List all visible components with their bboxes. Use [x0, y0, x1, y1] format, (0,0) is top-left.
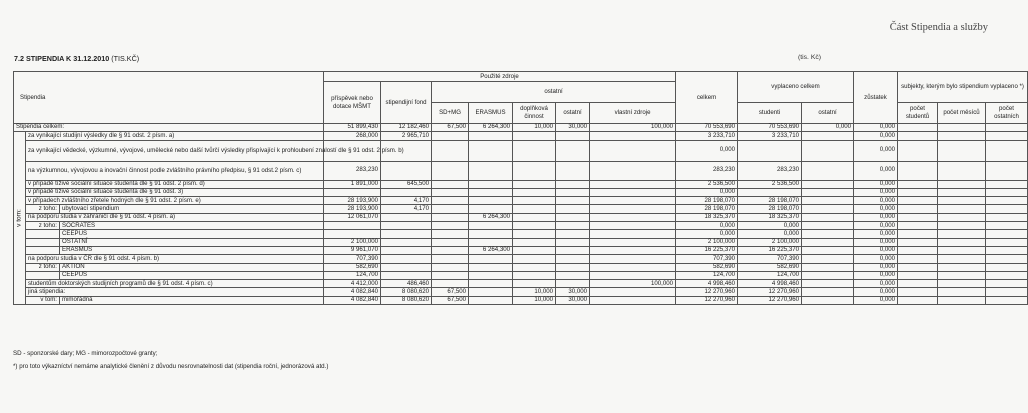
table-row-total — [14, 124, 1028, 132]
cell-fond: 12 182,460 — [381, 124, 432, 132]
col-prispevek: příspěvek nebo dotace MŠMT — [324, 82, 381, 124]
cell-celkem: 18 325,370 — [676, 213, 738, 221]
cell-studenti: 70 553,690 — [738, 124, 802, 132]
col-pouzite-zdroje: Použité zdroje — [324, 72, 676, 82]
col-pocet-mesicu: počet měsíců — [938, 103, 986, 124]
cell-studenti: 18 325,370 — [738, 213, 802, 221]
cell-zustatek: 0,000 — [854, 280, 898, 288]
unit-label: (tis. Kč) — [798, 54, 822, 61]
cell-celkem: 12 270,960 — [676, 288, 738, 296]
col-sdmg: SD+MG — [432, 103, 469, 124]
cell-ostatni: 30,000 — [556, 124, 590, 132]
cell-erasmus: 6 264,300 — [469, 213, 513, 221]
cell-studenti: 3 233,710 — [738, 132, 802, 140]
row-label: z toho: — [26, 222, 60, 230]
col-vyplaceno: vyplaceno celkem — [738, 72, 854, 103]
cell-prispevek: 4 082,840 — [324, 296, 381, 304]
row-label: na výzkumnou, vývojovou a inovační činnost podle zvláštního právního předpisu, § 91 odst.2 písm. c) — [26, 161, 324, 180]
v-tom-cell — [14, 132, 26, 305]
cell-prispevek: 12 061,070 — [324, 213, 381, 221]
cell-zustatek: 0,000 — [854, 263, 898, 271]
cell-studenti: 707,390 — [738, 255, 802, 263]
v-tom-label: v tom: — [15, 209, 23, 228]
cell-zustatek: 0,000 — [854, 238, 898, 246]
row-label: na podporu studia v zahraničí dle § 91 odst. 4 písm. a) — [26, 213, 324, 221]
row-sublabel: AKTION — [60, 263, 324, 271]
cell-prispevek: 1 891,000 — [324, 180, 381, 188]
row-label: v případě tíživé sociální situace studenta dle § 91 odst. 2 písm. d) — [26, 180, 324, 188]
cell-studenti: 12 270,960 — [738, 288, 802, 296]
row-sublabel: CEEPUS — [60, 230, 324, 238]
cell-celkem: 70 553,690 — [676, 124, 738, 132]
table-row — [14, 263, 1028, 271]
row-sublabel: ubytovací stipendium — [60, 205, 324, 213]
row-sublabel: mimořádná — [60, 296, 324, 304]
cell-erasmus: 6 264,300 — [469, 246, 513, 254]
row-label: na podporu studia v ČR dle § 91 odst. 4 písm. b) — [26, 255, 324, 263]
col-ostatni3: ostatní — [802, 103, 854, 124]
table-row — [14, 222, 1028, 230]
cell-zustatek: 0,000 — [854, 180, 898, 188]
cell-studenti: 28 198,070 — [738, 197, 802, 205]
col-ostatni-group: ostatní — [432, 82, 676, 103]
col-subjekty: subjekty, kterým bylo stipendium vyplaceno *) — [898, 72, 1028, 103]
row-label: z toho: — [26, 205, 60, 213]
cell-zustatek: 0,000 — [854, 161, 898, 180]
cell-prispevek: 51 899,430 — [324, 124, 381, 132]
row-label: v tom: — [26, 296, 60, 304]
cell-doplnkova: 10,000 — [513, 296, 556, 304]
cell-prispevek: 2 100,000 — [324, 238, 381, 246]
table-row — [14, 230, 1028, 238]
cell-zustatek: 0,000 — [854, 140, 898, 161]
cell-zustatek: 0,000 — [854, 222, 898, 230]
cell-celkem: 283,230 — [676, 161, 738, 180]
cell-zustatek: 0,000 — [854, 230, 898, 238]
cell-fond: 486,460 — [381, 280, 432, 288]
cell-celkem: 12 270,960 — [676, 296, 738, 304]
col-pocet-ostatnich: počet ostatních — [986, 103, 1028, 124]
cell-celkem: 16 225,370 — [676, 246, 738, 254]
table-row — [14, 205, 1028, 213]
cell-prispevek: 4 412,000 — [324, 280, 381, 288]
cell-studenti: 2 100,000 — [738, 238, 802, 246]
cell-zustatek: 0,000 — [854, 132, 898, 140]
table-row — [14, 296, 1028, 304]
cell-doplnkova: 10,000 — [513, 288, 556, 296]
cell-ostatni-vypl: 0,000 — [802, 124, 854, 132]
cell-studenti: 582,690 — [738, 263, 802, 271]
col-celkem: celkem — [676, 72, 738, 124]
cell-prispevek: 124,700 — [324, 271, 381, 279]
cell-prispevek: 4 082,840 — [324, 288, 381, 296]
cell-vlastni: 100,000 — [590, 280, 676, 288]
cell-vlastni: 100,000 — [590, 124, 676, 132]
table-row — [14, 288, 1028, 296]
cell-prispevek: 283,230 — [324, 161, 381, 180]
cell-studenti: 283,230 — [738, 161, 802, 180]
row-label: v případě tíživé sociální situace studenta dle § 91 odst. 3) — [26, 188, 324, 196]
cell-celkem: 124,700 — [676, 271, 738, 279]
footnote-asterisk: *) pro toto výkazníctví nemáme analytické členění z důvodu nesrovnatelnosti dat (stipendia roční, jednorázová atd.) — [13, 363, 329, 370]
row-sublabel: OSTATNÍ — [60, 238, 324, 246]
cell-celkem: 2 100,000 — [676, 238, 738, 246]
cell-celkem: 0,000 — [676, 140, 738, 161]
table-row — [14, 255, 1028, 263]
table-row — [14, 188, 1028, 196]
row-label: v případech zvláštního zřetele hodných dle § 91 odst. 2 písm. e) — [26, 197, 324, 205]
cell-prispevek: 9 961,070 — [324, 246, 381, 254]
cell-fond: 645,500 — [381, 180, 432, 188]
footnote-sd-mg: SD - sponzorské dary; MG - mimorozpočtové granty; — [13, 350, 158, 357]
col-stip-fond: stipendijní fond — [381, 82, 432, 124]
cell-erasmus: 6 264,300 — [469, 124, 513, 132]
table-row — [14, 197, 1028, 205]
cell-zustatek: 0,000 — [854, 205, 898, 213]
cell-celkem: 28 198,070 — [676, 197, 738, 205]
col-vlastni: vlastní zdroje — [590, 103, 676, 124]
cell-prispevek: 582,690 — [324, 263, 381, 271]
cell-fond: 8 080,620 — [381, 296, 432, 304]
cell-fond: 4,170 — [381, 205, 432, 213]
row-label: za vynikající vědecké, výzkumné, vývojové, umělecké nebo další tvůrčí výsledky přispívající k prohloubení znalostí dle § 91 odst. 2 písm. b) — [26, 140, 324, 161]
cell-studenti: 12 270,960 — [738, 296, 802, 304]
table-title — [14, 54, 139, 63]
table-row — [14, 280, 1028, 288]
row-label: za vynikající studijní výsledky dle § 91 odst. 2 písm. a) — [26, 132, 324, 140]
cell-studenti: 16 225,370 — [738, 246, 802, 254]
col-studenti: studenti — [738, 103, 802, 124]
table-row — [14, 246, 1028, 254]
cell-zustatek: 0,000 — [854, 197, 898, 205]
row-label: Stipendia celkem: — [14, 124, 324, 132]
cell-studenti: 4 998,460 — [738, 280, 802, 288]
stipendia-table — [13, 71, 1028, 305]
cell-studenti: 124,700 — [738, 271, 802, 279]
row-label: jiná stipendia: — [26, 288, 324, 296]
cell-fond: 4,170 — [381, 197, 432, 205]
col-erasmus: ERASMUS — [469, 103, 513, 124]
cell-zustatek: 0,000 — [854, 188, 898, 196]
cell-prispevek: 28 193,900 — [324, 197, 381, 205]
cell-celkem: 4 998,460 — [676, 280, 738, 288]
footnotes — [13, 350, 328, 376]
cell-studenti: 0,000 — [738, 230, 802, 238]
title-unit: (TIS.KČ) — [111, 54, 140, 63]
cell-celkem: 2 536,500 — [676, 180, 738, 188]
row-sublabel: ERASMUS — [60, 246, 324, 254]
header-row-1 — [14, 72, 1028, 82]
cell-prispevek: 707,390 — [324, 255, 381, 263]
cell-zustatek: 0,000 — [854, 271, 898, 279]
cell-zustatek: 0,000 — [854, 213, 898, 221]
cell-doplnkova: 10,000 — [513, 124, 556, 132]
cell-studenti: 2 536,500 — [738, 180, 802, 188]
cell-zustatek: 0,000 — [854, 124, 898, 132]
cell-studenti: 28 198,070 — [738, 205, 802, 213]
cell-ostatni: 30,000 — [556, 288, 590, 296]
col-pocet-studentu: počet studentů — [898, 103, 938, 124]
table-row — [14, 271, 1028, 279]
col-doplnkova: doplňková činnost — [513, 103, 556, 124]
table-row — [14, 140, 1028, 161]
cell-zustatek: 0,000 — [854, 255, 898, 263]
cell-ostatni: 30,000 — [556, 296, 590, 304]
cell-studenti: 0,000 — [738, 222, 802, 230]
cell-celkem: 0,000 — [676, 188, 738, 196]
cell-celkem: 0,000 — [676, 230, 738, 238]
cell-celkem: 0,000 — [676, 222, 738, 230]
table-row — [14, 238, 1028, 246]
cell-celkem: 707,390 — [676, 255, 738, 263]
table-row — [14, 213, 1028, 221]
cell-celkem: 582,690 — [676, 263, 738, 271]
row-sublabel: SOCRATES — [60, 222, 324, 230]
cell-zustatek: 0,000 — [854, 296, 898, 304]
title-text: 7.2 STIPENDIA K 31.12.2010 — [14, 54, 110, 63]
table-row — [14, 161, 1028, 180]
col-zustatek: zůstatek — [854, 72, 898, 124]
cell-zustatek: 0,000 — [854, 288, 898, 296]
cell-celkem: 28 198,070 — [676, 205, 738, 213]
cell-sdmg: 67,500 — [432, 124, 469, 132]
cell-zustatek: 0,000 — [854, 246, 898, 254]
cell-fond: 2 965,710 — [381, 132, 432, 140]
col-stipendia: Stipendia — [14, 72, 324, 124]
cell-prispevek: 268,000 — [324, 132, 381, 140]
table-row — [14, 180, 1028, 188]
cell-fond: 8 080,620 — [381, 288, 432, 296]
section-header: Část Stipendia a služby — [889, 22, 988, 33]
cell-sdmg: 67,500 — [432, 288, 469, 296]
cell-celkem: 3 233,710 — [676, 132, 738, 140]
col-ostatni2: ostatní — [556, 103, 590, 124]
cell-sdmg: 67,500 — [432, 296, 469, 304]
row-sublabel: CEEPUS — [60, 271, 324, 279]
row-label: studentům doktorských studijních programů dle § 91 odst. 4 písm. c) — [26, 280, 324, 288]
row-label: z toho: — [26, 263, 60, 271]
table-row — [14, 132, 1028, 140]
cell-prispevek: 28 193,900 — [324, 205, 381, 213]
